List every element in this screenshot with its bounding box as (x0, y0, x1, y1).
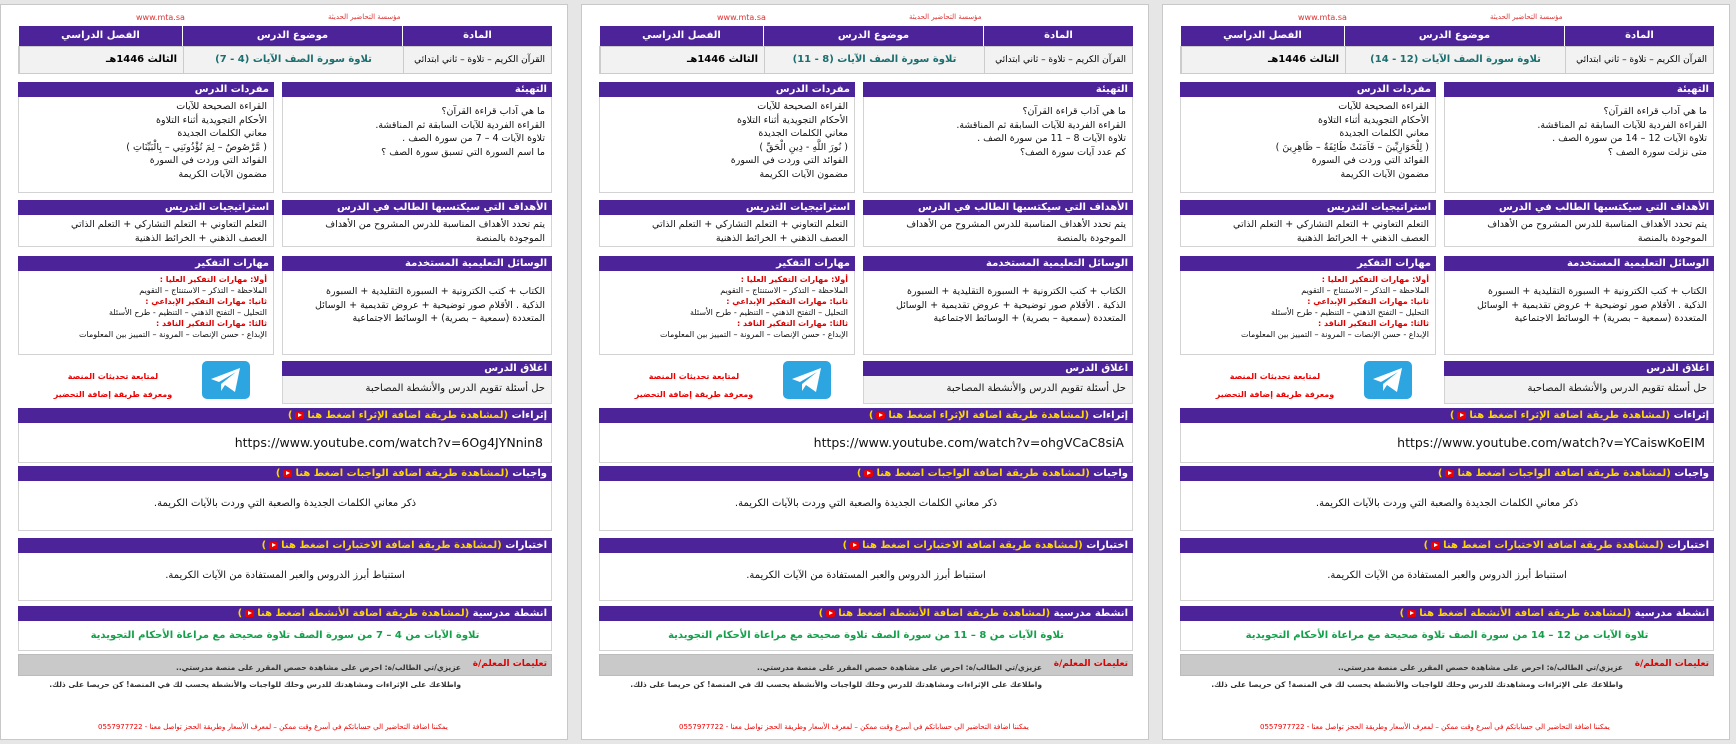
list-line: عزيزي/تي الطالب/ة: احرص على مشاهدة حصص المقرر على منصة مدرستي.. (1337, 662, 1623, 672)
tools-box (863, 271, 1133, 355)
closing-box: حل أسئلة تقويم الدرس والأنشطة المصاحبة (1444, 376, 1714, 404)
lesson-plan-page (1162, 4, 1730, 740)
list-line: متى نزلت سورة الصف ؟ (1607, 146, 1707, 158)
term-value: الثالث 1446هـ (1181, 47, 1345, 73)
homework-title (18, 466, 552, 481)
site-url[interactable]: www.mta.sa (1298, 13, 1347, 22)
goals-box (1444, 215, 1714, 247)
warmup-title: التهيئة (282, 82, 552, 97)
vocab-title: مفردات الدرس (599, 82, 855, 97)
enrich-title (1180, 408, 1714, 423)
enrich-title (599, 408, 1133, 423)
list-line: الكتاب + كتب الكترونية + السبورة التقليدية + السبورة (907, 286, 1126, 297)
homework-title (599, 466, 1133, 481)
activities-title (18, 606, 552, 621)
enrich-link[interactable]: https://www.youtube.com/watch?v=6Og4JYNnin8 (18, 423, 552, 463)
list-line: يتم تحدد الأهداف المناسبة للدرس المشروح من الأهداف (1487, 219, 1707, 230)
teacher-text (49, 655, 461, 698)
teacher-text (1211, 655, 1623, 698)
homework-label: واجبات (1674, 468, 1709, 479)
warmup-box (863, 97, 1133, 193)
list-line: عزيزي/تي الطالب/ة: احرص على مشاهدة حصص المقرر على منصة مدرستي.. (756, 662, 1042, 672)
link-close: ) (237, 608, 243, 619)
subject-value: القرآن الكريم – تلاوة – ثاني ابتدائي (984, 47, 1132, 73)
list-line: يتم تحدد الأهداف المناسبة للدرس المشروح من الأهداف (906, 219, 1126, 230)
list-line: لمتابعة تحديثات المنصة (648, 372, 740, 381)
tests-link-text: (لمشاهدة طريقة اضافة الاختبارات اضغط هنا (1443, 540, 1664, 551)
thinking-line: ثانيا: مهارات التفكير الإبداعي : (1307, 297, 1429, 306)
activities-link-text: (لمشاهدة طريقة اضافة الأنشطة اضغط هنا (838, 608, 1051, 619)
thinking-line: ثالثا: مهارات التفكير الناقد : (1318, 319, 1429, 328)
warmup-title: التهيئة (1444, 82, 1714, 97)
values-row (599, 46, 1133, 74)
link-close: ) (1423, 540, 1429, 551)
homework-link-text: (لمشاهدة طريقة اضافة الواجبات اضغط هنا (295, 468, 509, 479)
thinking-line: التحليل – التفتح الذهني – التنظيم - طرح الأسئلة (689, 308, 848, 317)
list-line: يتم تحدد الأهداف المناسبة للدرس المشروح من الأهداف (325, 219, 545, 230)
list-line: المتعددة (سمعية – بصرية) + الوسائط الاجتماعية (352, 313, 545, 324)
list-line: معاني الكلمات الجديدة (758, 128, 848, 139)
topic-header: موضوع الدرس (1344, 26, 1564, 46)
topic-value: تلاوة سورة الصف الآيات (8 - 11) (764, 47, 984, 73)
enrich-link-text: (لمشاهدة طريقة اضافة الإثراء اضغط هنا (307, 410, 509, 421)
brand-name: مؤسسة التحاضير الحديثة (1490, 13, 1563, 21)
youtube-icon (850, 542, 859, 549)
activities-title (599, 606, 1133, 621)
activity-box: تلاوة الآيات من 8 – 11 من سورة الصف تلاوة صحيحة مع مراعاة الأحكام التجويدية (599, 621, 1133, 651)
thinking-line: ثانيا: مهارات التفكير الإبداعي : (726, 297, 848, 306)
link-close: ) (818, 608, 824, 619)
list-line: ( مَّرْصُوصٌ – لِمَ تُؤْذُونَنِي – بِالْبَيِّنَاتِ ) (126, 141, 267, 153)
list-line: الموجودة بالمنصة (1637, 232, 1707, 244)
enrich-label: إثراءات (1092, 410, 1128, 421)
telegram-icon[interactable] (202, 361, 250, 399)
header-row (599, 26, 1133, 46)
list-line: ومعرفة طريقة إضافة التحضير (53, 390, 173, 399)
enrich-label: إثراءات (511, 410, 547, 421)
list-line: الموجودة بالمنصة (475, 232, 545, 244)
goals-box (282, 215, 552, 247)
warmup-box (282, 97, 552, 193)
term-value: الثالث 1446هـ (600, 47, 764, 73)
tools-title: الوسائل التعليمية المستخدمة (863, 256, 1133, 271)
list-line: ما هي آداب قراءة القرآن؟ (441, 106, 545, 117)
goals-title: الأهداف التي سيكتسبها الطالب في الدرس (282, 200, 552, 215)
list-line: العصف الذهني + الخرائط الذهنية (1296, 232, 1429, 244)
thinking-line: الملاحظة – التذكر – الاستنتاج – التقويم (720, 286, 848, 295)
list-line: القراءة الفردية للآيات السابقة ثم المناقشة. (375, 119, 545, 131)
tools-box (1444, 271, 1714, 355)
brand-name: مؤسسة التحاضير الحديثة (328, 13, 401, 21)
topic-value: تلاوة سورة الصف الآيات (4 - 7) (183, 47, 403, 73)
lesson-plan-page (0, 4, 568, 740)
tests-title (18, 538, 552, 553)
list-line: ما هي آداب قراءة القرآن؟ (1022, 106, 1126, 117)
list-line: الأحكام التجويدية أثناء التلاوة (737, 114, 848, 126)
youtube-icon (876, 412, 885, 419)
homework-box: ذكر معاني الكلمات الجديدة والصعبة التي وردت بالآيات الكريمة. (1180, 481, 1714, 531)
subject-header: المادة (983, 26, 1133, 46)
subject-value: القرآن الكريم – تلاوة – ثاني ابتدائي (403, 47, 551, 73)
warmup-title: التهيئة (863, 82, 1133, 97)
enrich-label: إثراءات (1673, 410, 1709, 421)
homework-title (1180, 466, 1714, 481)
telegram-icon[interactable] (783, 361, 831, 399)
topic-header: موضوع الدرس (182, 26, 402, 46)
site-url[interactable]: www.mta.sa (717, 13, 766, 22)
activity-box: تلاوة الآيات من 4 – 7 من سورة الصف تلاوة صحيحة مع مراعاة الأحكام التجويدية (18, 621, 552, 651)
youtube-icon (1407, 610, 1416, 617)
tests-how-link[interactable] (262, 540, 502, 551)
thinking-line: أولا: مهارات التفكير العليا : (740, 275, 848, 284)
closing-box: حل أسئلة تقويم الدرس والأنشطة المصاحبة (863, 376, 1133, 404)
youtube-icon (1457, 412, 1466, 419)
list-line: القراءة الفردية للآيات السابقة ثم المناقشة. (1537, 119, 1707, 131)
footer-contact: 0557977722 - يمكننا اضافة التحاضير الي حساباتكم في أسرع وقت ممكن – لمعرف الأسعار وطريقة الحجز تواصل معنا (98, 723, 448, 731)
thinking-line: أولا: مهارات التفكير العليا : (1321, 275, 1429, 284)
link-close: ) (1449, 410, 1455, 421)
list-line: تلاوة الآيات 12 – 14 من سورة الصف . (1552, 133, 1707, 144)
thinking-line: الإبداع - حسن الإنصات – المرونة – التمييز بين المعلومات (1241, 330, 1429, 339)
tools-title: الوسائل التعليمية المستخدمة (282, 256, 552, 271)
list-line: كم عدد آيات سورة الصف؟ (1019, 146, 1126, 158)
thinking-box (1180, 271, 1436, 355)
activities-link-text: (لمشاهدة طريقة اضافة الأنشطة اضغط هنا (1419, 608, 1632, 619)
homework-how-link[interactable] (276, 468, 509, 479)
list-line: الذكية . الأقلام صور توضيحية + عروض تقديمية + الوسائل (314, 299, 545, 311)
strategies-box (1180, 215, 1436, 247)
youtube-icon (1445, 470, 1454, 477)
youtube-icon (283, 470, 292, 477)
homework-how-link[interactable] (1438, 468, 1671, 479)
list-line: الذكية . الأقلام صور توضيحية + عروض تقديمية + الوسائل (1476, 299, 1707, 311)
teacher-label: تعليمات المعلم/ة (472, 659, 547, 669)
youtube-icon (295, 412, 304, 419)
list-line: الفوائد التي وردت في السورة (1311, 155, 1429, 166)
list-line: الأحكام التجويدية أثناء التلاوة (156, 114, 267, 126)
lesson-plan-page (581, 4, 1149, 740)
term-header: الفصل الدراسي (599, 26, 763, 46)
goals-box (863, 215, 1133, 247)
tools-title: الوسائل التعليمية المستخدمة (1444, 256, 1714, 271)
tests-box: استنباط أبرز الدروس والعبر المستفادة من الآيات الكريمة. (599, 553, 1133, 601)
enrich-link-text: (لمشاهدة طريقة اضافة الإثراء اضغط هنا (1469, 410, 1671, 421)
youtube-icon (1431, 542, 1440, 549)
link-close: ) (842, 540, 848, 551)
list-line: ما اسم السورة التي تسبق سورة الصف ؟ (381, 146, 545, 158)
list-line: القراءة الصحيحة للآيات (1338, 101, 1429, 112)
enrich-link[interactable]: https://www.youtube.com/watch?v=ohgVCaC8siA (599, 423, 1133, 463)
tests-box: استنباط أبرز الدروس والعبر المستفادة من الآيات الكريمة. (1180, 553, 1714, 601)
list-line: معاني الكلمات الجديدة (177, 128, 267, 139)
list-line: لمتابعة تحديثات المنصة (1229, 372, 1321, 381)
list-line: معاني الكلمات الجديدة (1339, 128, 1429, 139)
link-close: ) (1437, 468, 1443, 479)
homework-link-text: (لمشاهدة طريقة اضافة الواجبات اضغط هنا (876, 468, 1090, 479)
subject-value: القرآن الكريم – تلاوة – ثاني ابتدائي (1565, 47, 1713, 73)
list-line: العصف الذهني + الخرائط الذهنية (715, 232, 848, 244)
activities-label: انشطة مدرسية (1634, 608, 1709, 619)
teacher-row (18, 654, 552, 689)
homework-box: ذكر معاني الكلمات الجديدة والصعبة التي وردت بالآيات الكريمة. (18, 481, 552, 531)
link-close: ) (275, 468, 281, 479)
list-line: ومعرفة طريقة إضافة التحضير (634, 390, 754, 399)
tools-box (282, 271, 552, 355)
term-header: الفصل الدراسي (1180, 26, 1344, 46)
activities-label: انشطة مدرسية (1053, 608, 1128, 619)
list-line: القراءة الصحيحة للآيات (176, 101, 267, 112)
strategies-title: استراتيجيات التدريس (599, 200, 855, 215)
footer-contact: 0557977722 - يمكننا اضافة التحاضير الي حساباتكم في أسرع وقت ممكن – لمعرف الأسعار وطريقة الحجز تواصل معنا (679, 723, 1029, 731)
values-row (1180, 46, 1714, 74)
activities-how-link[interactable] (819, 608, 1051, 619)
thinking-line: ثالثا: مهارات التفكير الناقد : (156, 319, 267, 328)
tests-how-link[interactable] (843, 540, 1083, 551)
thinking-title: مهارات التفكير (1180, 256, 1436, 271)
list-line: التعلم التعاوني + التعلم التشاركي + التعلم الذاتي (1233, 219, 1429, 230)
list-line: القراءة الصحيحة للآيات (757, 101, 848, 112)
teacher-row (599, 654, 1133, 689)
list-line: لمتابعة تحديثات المنصة (67, 372, 159, 381)
list-line: عزيزي/تي الطالب/ة: احرص على مشاهدة حصص المقرر على منصة مدرستي.. (175, 662, 461, 672)
header-row (18, 26, 552, 46)
list-line: الفوائد التي وردت في السورة (149, 155, 267, 166)
thinking-box (599, 271, 855, 355)
strategies-title: استراتيجيات التدريس (1180, 200, 1436, 215)
enrich-how-link[interactable] (288, 410, 508, 421)
tests-box: استنباط أبرز الدروس والعبر المستفادة من الآيات الكريمة. (18, 553, 552, 601)
list-line: الموجودة بالمنصة (1056, 232, 1126, 244)
list-line: الكتاب + كتب الكترونية + السبورة التقليدية + السبورة (1488, 286, 1707, 297)
list-line: ( نُورَ اللَّهِ - دِينِ الْحَقِّ ) (759, 141, 848, 153)
strategies-title: استراتيجيات التدريس (18, 200, 274, 215)
link-close: ) (261, 540, 267, 551)
youtube-icon (269, 542, 278, 549)
list-line: مضمون الآيات الكريمة (1340, 168, 1429, 180)
vocab-box (18, 97, 274, 193)
list-line: تلاوة الآيات 4 – 7 من سورة الصف . (402, 133, 545, 144)
subject-header: المادة (1564, 26, 1714, 46)
values-row (18, 46, 552, 74)
list-line: ما هي آداب قراءة القرآن؟ (1603, 106, 1707, 117)
list-line: الكتاب + كتب الكترونية + السبورة التقليدية + السبورة (326, 286, 545, 297)
enrich-title (18, 408, 552, 423)
tests-title (1180, 538, 1714, 553)
link-close: ) (1399, 608, 1405, 619)
tests-link-text: (لمشاهدة طريقة اضافة الاختبارات اضغط هنا (281, 540, 502, 551)
vocab-box (599, 97, 855, 193)
enrich-how-link[interactable] (869, 410, 1089, 421)
list-line: مضمون الآيات الكريمة (178, 168, 267, 180)
thinking-line: ثانيا: مهارات التفكير الإبداعي : (145, 297, 267, 306)
thinking-line: الإبداع - حسن الإنصات – المرونة – التمييز بين المعلومات (660, 330, 848, 339)
thinking-line: أولا: مهارات التفكير العليا : (159, 275, 267, 284)
thinking-line: الملاحظة – التذكر – الاستنتاج – التقويم (1301, 286, 1429, 295)
topic-value: تلاوة سورة الصف الآيات (12 - 14) (1345, 47, 1565, 73)
enrich-how-link[interactable] (1450, 410, 1670, 421)
thinking-line: الإبداع - حسن الإنصات – المرونة – التمييز بين المعلومات (79, 330, 267, 339)
activity-box: تلاوة الآيات من 12 – 14 من سورة الصف تلاوة صحيحة مع مراعاة الأحكام التجويدية (1180, 621, 1714, 651)
link-close: ) (868, 410, 874, 421)
youtube-icon (245, 610, 254, 617)
list-line: المتعددة (سمعية – بصرية) + الوسائط الاجتماعية (933, 313, 1126, 324)
list-line: التعلم التعاوني + التعلم التشاركي + التعلم الذاتي (71, 219, 267, 230)
goals-title: الأهداف التي سيكتسبها الطالب في الدرس (863, 200, 1133, 215)
list-line: واطلاعك على الإثراءات ومشاهدتك للدرس وحلك للواجبات والأنشطة يحسب لك في المنصة! كن حريصا على ذلك. (630, 680, 1042, 689)
goals-title: الأهداف التي سيكتسبها الطالب في الدرس (1444, 200, 1714, 215)
list-line: التعلم التعاوني + التعلم التشاركي + التعلم الذاتي (652, 219, 848, 230)
activities-label: انشطة مدرسية (472, 608, 547, 619)
list-line: ومعرفة طريقة إضافة التحضير (1215, 390, 1335, 399)
youtube-icon (864, 470, 873, 477)
homework-link-text: (لمشاهدة طريقة اضافة الواجبات اضغط هنا (1457, 468, 1671, 479)
brand-name: مؤسسة التحاضير الحديثة (909, 13, 982, 21)
vocab-box (1180, 97, 1436, 193)
list-line: واطلاعك على الإثراءات ومشاهدتك للدرس وحلك للواجبات والأنشطة يحسب لك في المنصة! كن حريصا على ذلك. (1211, 680, 1623, 689)
tests-title (599, 538, 1133, 553)
list-line: العصف الذهني + الخرائط الذهنية (134, 232, 267, 244)
list-line: ( لِلْحَوَارِيِّينَ – فَآمَنَتْ طَائِفَةٌ – ظَاهِرِينَ ) (1275, 141, 1429, 153)
tests-label: اختبارات (505, 540, 547, 551)
list-line: مضمون الآيات الكريمة (759, 168, 848, 180)
activities-how-link[interactable] (238, 608, 470, 619)
site-url[interactable]: www.mta.sa (136, 13, 185, 22)
link-close: ) (287, 410, 293, 421)
teacher-label: تعليمات المعلم/ة (1053, 659, 1128, 669)
homework-label: واجبات (512, 468, 547, 479)
thinking-line: ثالثا: مهارات التفكير الناقد : (737, 319, 848, 328)
header-row (1180, 26, 1714, 46)
list-line: الأحكام التجويدية أثناء التلاوة (1318, 114, 1429, 126)
enrich-link[interactable]: https://www.youtube.com/watch?v=YCaiswKoEIM (1180, 423, 1714, 463)
closing-title: اغلاق الدرس (1444, 361, 1714, 376)
warmup-box (1444, 97, 1714, 193)
youtube-icon (826, 610, 835, 617)
term-header: الفصل الدراسي (18, 26, 182, 46)
thinking-line: التحليل – التفتح الذهني – التنظيم - طرح الأسئلة (1270, 308, 1429, 317)
vocab-title: مفردات الدرس (18, 82, 274, 97)
tests-label: اختبارات (1086, 540, 1128, 551)
activities-link-text: (لمشاهدة طريقة اضافة الأنشطة اضغط هنا (257, 608, 470, 619)
list-line: واطلاعك على الإثراءات ومشاهدتك للدرس وحلك للواجبات والأنشطة يحسب لك في المنصة! كن حريصا على ذلك. (49, 680, 461, 689)
link-close: ) (856, 468, 862, 479)
teacher-label: تعليمات المعلم/ة (1634, 659, 1709, 669)
teacher-row (1180, 654, 1714, 689)
term-value: الثالث 1446هـ (19, 47, 183, 73)
strategies-box (599, 215, 855, 247)
homework-label: واجبات (1093, 468, 1128, 479)
tests-how-link[interactable] (1424, 540, 1664, 551)
subject-header: المادة (402, 26, 552, 46)
list-line: الفوائد التي وردت في السورة (730, 155, 848, 166)
closing-title: اغلاق الدرس (863, 361, 1133, 376)
thinking-title: مهارات التفكير (599, 256, 855, 271)
telegram-icon[interactable] (1364, 361, 1412, 399)
thinking-box (18, 271, 274, 355)
closing-title: اغلاق الدرس (282, 361, 552, 376)
list-line: المتعددة (سمعية – بصرية) + الوسائط الاجتماعية (1514, 313, 1707, 324)
homework-how-link[interactable] (857, 468, 1090, 479)
strategies-box (18, 215, 274, 247)
list-line: تلاوة الآيات 8 – 11 من سورة الصف . (977, 133, 1126, 144)
footer-contact: 0557977722 - يمكننا اضافة التحاضير الي حساباتكم في أسرع وقت ممكن – لمعرف الأسعار وطريقة الحجز تواصل معنا (1260, 723, 1610, 731)
closing-box: حل أسئلة تقويم الدرس والأنشطة المصاحبة (282, 376, 552, 404)
list-line: الذكية . الأقلام صور توضيحية + عروض تقديمية + الوسائل (895, 299, 1126, 311)
vocab-title: مفردات الدرس (1180, 82, 1436, 97)
activities-title (1180, 606, 1714, 621)
homework-box: ذكر معاني الكلمات الجديدة والصعبة التي وردت بالآيات الكريمة. (599, 481, 1133, 531)
tests-link-text: (لمشاهدة طريقة اضافة الاختبارات اضغط هنا (862, 540, 1083, 551)
enrich-link-text: (لمشاهدة طريقة اضافة الإثراء اضغط هنا (888, 410, 1090, 421)
list-line: القراءة الفردية للآيات السابقة ثم المناقشة. (956, 119, 1126, 131)
thinking-line: التحليل – التفتح الذهني – التنظيم - طرح الأسئلة (108, 308, 267, 317)
teacher-text (630, 655, 1042, 698)
tests-label: اختبارات (1667, 540, 1709, 551)
activities-how-link[interactable] (1400, 608, 1632, 619)
thinking-line: الملاحظة – التذكر – الاستنتاج – التقويم (139, 286, 267, 295)
thinking-title: مهارات التفكير (18, 256, 274, 271)
topic-header: موضوع الدرس (763, 26, 983, 46)
